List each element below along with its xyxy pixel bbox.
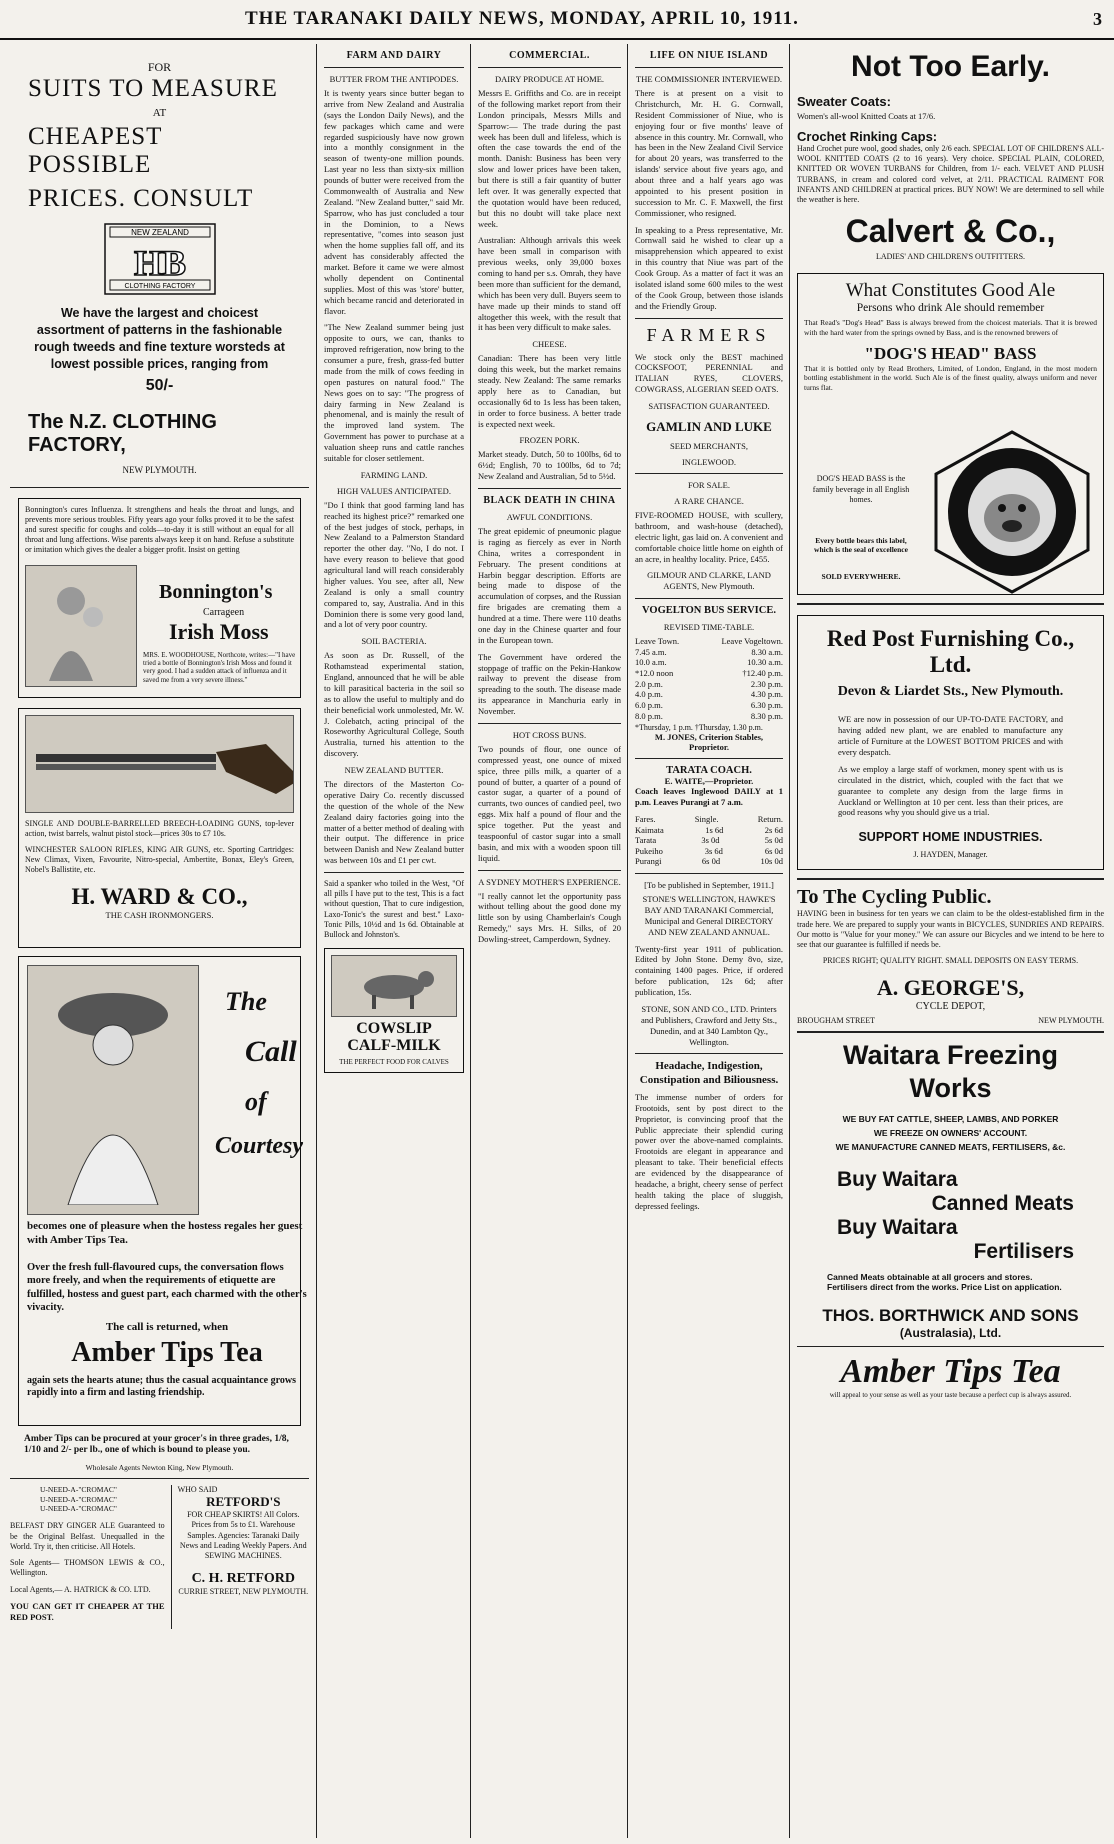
tea-p3: again sets the hearts atune; thus the casual acquaintance grows rapidly into a firm and lasting friendship.: [27, 1374, 296, 1398]
ward-sub: THE CASH IRONMONGERS.: [105, 909, 214, 920]
ale-subheading: Persons who drink Ale should remember: [856, 302, 1045, 315]
column-5: [791, 44, 1110, 1838]
niue-heading: LIFE ON NIUE ISLAND: [635, 50, 783, 68]
shotgun-illustration: [25, 715, 294, 813]
waitara-line: WE MANUFACTURE CANNED MEATS, FERTILISERS, &c.: [835, 1142, 1066, 1152]
gamlin-name: GAMLIN AND LUKE: [646, 419, 772, 434]
black-death-paragraph: The great epidemic of pneumonic plague is raging as fiercely as ever in North China, writes a correspondent in February. The present conditions at Harbin beggar description. Efforts are being made to dispose of the accumulation of corpses, and the Russian fire brigades are cremating them a hundred at a time. There were 110 deaths one day in the Chinese quarter and four in the European town.: [478, 526, 621, 645]
cromac-cheaper: YOU CAN GET IT CHEAPER AT THE RED POST.: [10, 1600, 165, 1622]
farm-paragraph: "Do I think that good farming land has reached its highest price?" remarked one of the best judges of stock, perhaps, in New Zealand to a Palmerston Standard reporter the other day. "No, I do not. I have every reason to believe that good agricultural land will reach considerably higher values. You see, after all, New Zealand is only a small country compared to, say, Australia. And in this Dominion there is some very good land, and a lot of very poor country.: [324, 499, 464, 630]
column-rule: [316, 44, 317, 1838]
tea-agents: Wholesale Agents Newton King, New Plymouth.: [85, 1463, 234, 1473]
retford-name: RETFORD'S: [206, 1494, 281, 1510]
fares-row: [635, 846, 783, 857]
divider: [797, 1346, 1104, 1347]
commercial-paragraph: Market steady. Dutch, 50 to 100lbs, 6d to 6½d; English, 70 to 100lbs, 6d to 7d; New Zealand and Australian, 5d to 5½d.: [478, 449, 621, 482]
redpost-body2: As we employ a large staff of workmen, money spent with us is circulated in the district, which, coupled with the fact that we guarantee to complete any design from the large firms in Auckland or Wellington at 10 per cent. less than their prices, are good reasons why you should give us a trial.: [838, 763, 1063, 818]
tea-brand: Amber Tips Tea: [71, 1336, 263, 1368]
borthwick-name: THOS. BORTHWICK AND SONS: [822, 1306, 1079, 1325]
ale-body2: That it is bottled only by Read Brothers, Limited, of London, England, in the most modern bottling establishment in the world. Such Ale is of the finest quality, always uniform and never turns flat.: [804, 363, 1097, 392]
amber-tips-sub: will appeal to your sense as well as your taste because a perfect cup is always assured.: [829, 1391, 1072, 1399]
bus-cell: 8.0 p.m.: [635, 710, 663, 721]
calf-illustration: [331, 955, 457, 1017]
bus-header-row: [635, 636, 783, 647]
sale-sub: A RARE CHANCE.: [674, 496, 744, 506]
george-name: A. GEORGE'S,: [876, 975, 1025, 1001]
bus-row: [635, 679, 783, 690]
bus-timetable: [635, 636, 783, 721]
ale-side: DOG'S HEAD BASS is the family beverage in all English homes.: [812, 474, 910, 505]
waitara-line: WE BUY FAT CATTLE, SHEEP, LAMBS, AND PORKER: [842, 1114, 1059, 1124]
bus-owner: M. JONES, Criterion Stables, Proprietor.: [654, 732, 764, 753]
column-rule: [789, 44, 790, 1838]
published-note: [To be published in September, 1911.]: [644, 880, 774, 890]
suits-town: NEW PLYMOUTH.: [122, 464, 197, 475]
bus-col-header: Leave Town.: [635, 636, 680, 647]
borthwick-sub: (Australasia), Ltd.: [899, 1326, 1002, 1340]
bus-cell: 10.0 a.m.: [635, 657, 667, 668]
bus-cell: 4.0 p.m.: [635, 689, 663, 700]
hostess-icon: [38, 975, 188, 1205]
bus-row: [635, 700, 783, 711]
sale-heading: FOR SALE.: [687, 480, 731, 490]
fares-cell: 10s 0d: [760, 856, 783, 867]
cromac-list: [10, 1485, 165, 1513]
farm-paragraph: It is twenty years since butter began to arrive from New Zealand and Australia (says the London Daily News), and the few packages which came and were regarded suspiciously have now grown into a monthly consignment in the season of twenty-one million pounds. Last year no less than sixty-six million pounds of butter were received from the Commonwealth of Australia and New Zealand. "New Zealand butter," said Mr. Sparrow, who has just concluded a tour in the Dominion, to a News representative, "comes into season just when the home supplies fall off, and its advent has considerably affected the market. Before it came we were almost wholly dependent on Continental supplies. Most of this was 'store' butter, which became rancid and deteriorated in flavor.: [324, 88, 464, 316]
redpost-advert: [797, 615, 1104, 870]
mother-child-icon: [31, 571, 131, 681]
suits-price: 50/-: [145, 376, 174, 394]
redpost-name: Red Post Furnishing Co., Ltd.: [826, 626, 1075, 678]
stones-title: STONE'S WELLINGTON, HAWKE'S BAY AND TARANAKI Commercial, Municipal and General DIRECTORY AND NEW ZEALAND ANNUAL.: [642, 894, 776, 937]
column-3: [472, 44, 627, 1838]
column-2: [318, 44, 470, 1838]
buy-waitara: Buy Waitara: [837, 1216, 958, 1239]
cromac-line: U-NEED-A-"CROMAC": [40, 1504, 117, 1513]
farm-paragraph: The directors of the Masterton Co-operative Dairy Co. recently discussed the question of the whole of the New Zealand dairy factories going into the matter of a better method of dealing with their output. The difference in price between Danish and New Zealand butter was between 10s and £1 per cwt.: [324, 779, 464, 866]
suits-line1: SUITS TO MEASURE: [28, 75, 278, 102]
commercial-subheading: FROZEN PORK.: [519, 435, 580, 446]
cycling-body: HAVING been in business for ten years we can claim to be the oldest-established firm in the trade here. We are prepared to supply your wants in BICYCLES, SUNDRIES AND REPAIRS. Our motto is "Value for your money." We can assure our Bicycles and we intend to be here to see that our guarantee is fulfilled if needs be.: [797, 909, 1104, 949]
moss-brand: Bonnington's: [159, 580, 273, 603]
bus-cell: 6.0 p.m.: [635, 699, 663, 710]
divider: [478, 488, 621, 489]
farm-subheading: NEW ZEALAND BUTTER.: [344, 765, 444, 775]
suits-at: AT: [152, 107, 167, 119]
tea-of: of: [245, 1086, 267, 1116]
cromac-line: U-NEED-A-"CROMAC": [40, 1485, 117, 1495]
bus-row: [635, 689, 783, 700]
hot-cross-paragraph: Two pounds of flour, one ounce of compressed yeast, one ounce of mixed spice, three pills milk, a quarter of a pound of butter, a quarter of a pound of castor sugar, a quarter of a pound of currants, two ounces of candied peel, two eggs. Mix half a pound of flour and the spice together. Put the yeast and teaspoonful of castor sugar into a small basin, and mix with a wooden spoon till liquid.: [478, 743, 621, 863]
suits-line2: CHEAPEST POSSIBLE: [28, 123, 162, 178]
cromac-ale: BELFAST DRY GINGER ALE Guaranteed to be the Original Belfast. Unequalled in the World. Try it, then criticise. All Hotels.: [10, 1521, 165, 1551]
laxo-verse: Said a spanker who toiled in the West, "Of all pills I have put to the test, This is a fact without question, That to cure indigestion, Laxo-Tonic's the surest and best." Laxo-Tonic Pills, 10½d and 1s 6d. Obtainable at Bullock and Johnston's.: [324, 879, 464, 940]
calvert-name: Calvert & Co.,: [845, 213, 1056, 250]
bus-cell: †12.40 p.m.: [742, 668, 783, 678]
commercial-paragraph: Australian: Although arrivals this week have been small in comparison with previous weeks, only 39,000 boxes coming to hand per s.s. Omrah, they have been more than sufficient for the demand, which has been very dull. Buyers seem to have made up their minds to stand off altogether this week, with the result that it has been very difficult to make sales.: [478, 235, 621, 333]
tea-p1: Over the fresh full-flavoured cups, the conversation flows more freely, and when the requirements of etiquette are fulfilled, hostess and guest part, each charmed with the other's vivacity.: [27, 1261, 307, 1314]
bus-col-header: Leave Vogeltown.: [721, 636, 783, 647]
divider: [478, 723, 621, 724]
moss-sub: Carrageen: [203, 606, 245, 618]
bus-cell: 10.30 a.m.: [747, 657, 783, 668]
divider: [635, 758, 783, 759]
fares-row: [635, 835, 783, 846]
suits-advert: [10, 46, 309, 481]
cromac-local: Local Agents,— A. HATRICK & CO. LTD.: [10, 1584, 151, 1594]
redpost-sub: Devon & Liardet Sts., New Plymouth.: [837, 684, 1064, 700]
george-town: NEW PLYMOUTH.: [1038, 1016, 1104, 1026]
bus-sub: REVISED TIME-TABLE.: [663, 622, 755, 633]
buy-waitara: Buy Waitara: [837, 1168, 958, 1191]
headache-heading: Headache, Indigestion, Constipation and Biliousness.: [639, 1060, 779, 1087]
cromac-line: U-NEED-A-"CROMAC": [40, 1494, 117, 1504]
divider: [635, 598, 783, 599]
farm-subheading: FARMING LAND.: [360, 469, 428, 480]
suits-body: We have the largest and choicest assortment of patterns in the fashionable rough tweeds and fine texture worsteds at lowest possible prices, ranging from: [34, 306, 285, 371]
divider: [635, 1053, 783, 1054]
moss-body: Bonnington's cures Influenza. It strengthens and heals the throat and lungs, and prevents more serious troubles. Fifty years ago your folks proved it to be the safest and surest specific for coughs and colds—to-day it is still without an equal for all throat and lung affections. Wise parents always keep it on hand. Refuse a substitute or imitation which gives the dealer a bigger profit. Insist on getting: [25, 504, 294, 555]
hb-logo: [104, 223, 216, 295]
ward-rifles: WINCHESTER SALOON RIFLES, KING AIR GUNS, etc. Sporting Cartridges: New Climax, Vixen, Favourite, Nitro-special, Ambertite, Bonax, Eley's Green, Nobel's Ballistite, etc.: [25, 844, 294, 875]
column-1: [4, 44, 315, 1838]
commercial-subheading: DAIRY PRODUCE AT HOME.: [494, 74, 605, 84]
ale-sold: SOLD EVERYWHERE.: [821, 572, 901, 582]
bus-note: *Thursday, 1 p.m. †Thursday, 1.30 p.m.: [635, 723, 763, 733]
stones-firm: STONE, SON AND CO., LTD. Printers and Publishers, Crawford and Jetty Sts., Dunedin, and at 340 Lambton Qy., Wellington.: [641, 1003, 777, 1047]
retford-said: WHO SAID: [177, 1485, 218, 1495]
fares-cell: Tarata: [635, 835, 657, 846]
tea-call: Call: [245, 1034, 297, 1068]
suits-for: FOR: [147, 60, 172, 74]
ward-guns: SINGLE AND DOUBLE-BARRELLED BREECH-LOADING GUNS, top-lever action, twist barrels, walnut pistol stock—prices 30s to £7 10s.: [25, 818, 294, 838]
tea-p2: The call is returned, when: [105, 1320, 229, 1333]
bus-cell: *12.0 noon: [635, 668, 674, 678]
redpost-body: WE are now in possession of our UP-TO-DATE FACTORY, and having added new plant, we are enabled to manufacture any article of Furniture at the LOWEST BOTTOM PRICES and with every despatch.: [838, 714, 1063, 758]
calf-icon: [344, 961, 444, 1011]
moss-name: Irish Moss: [169, 618, 269, 644]
black-death-subheading: AWFUL CONDITIONS.: [506, 512, 593, 522]
black-death-paragraph: The Government have ordered the stoppage of traffic on the Pekin-Hankow railway to prevent the disease from spreading to the south. The disease made its appearance in Manchuria early in November.: [478, 651, 621, 716]
ward-advert: [18, 708, 301, 948]
fares-cell: 6s 0d: [764, 845, 783, 856]
sydney-heading: A SYDNEY MOTHER'S EXPERIENCE.: [478, 876, 621, 887]
bus-cell: 7.45 a.m.: [635, 646, 667, 657]
svg-text:CLOTHING FACTORY: CLOTHING FACTORY: [124, 283, 195, 290]
suits-firm: The N.Z. CLOTHING FACTORY,: [28, 410, 217, 456]
retford-advert: [171, 1485, 309, 1628]
fares-header-row: [635, 814, 783, 825]
fares-col-header: Fares.: [635, 813, 656, 824]
waitara-note: Canned Meats obtainable at all grocers and stores. Fertilisers direct from the works. Price List on application.: [827, 1272, 1062, 1292]
cowslip-advert: [324, 948, 464, 1073]
commercial-paragraph: Messrs E. Griffiths and Co. are in receipt of the following market report from their London principals, Messrs Mills and Sparrow:— The trade during the past week has been dull and lifeless, which is often the case towards the end of the month. Danish: Business has been very slow and lower prices have been taken, but there is still a fair quantity of butter left over. It was generally expected that the quotation would have been reduced, but this no doubt will take place next week.: [478, 88, 621, 229]
fares-cell: 3s 0d: [701, 835, 720, 846]
column-rule: [627, 44, 628, 1838]
bus-row: [635, 657, 783, 668]
sale-firm: GILMOUR AND CLARKE, LAND AGENTS, New Plymouth.: [647, 570, 771, 592]
bus-row: [635, 711, 783, 722]
calvert-sub: LADIES' AND CHILDREN'S OUTFITTERS.: [875, 252, 1026, 262]
ward-firm: H. WARD & CO.,: [71, 883, 248, 909]
sweater-body: Women's all-wool Knitted Coats at 17/6.: [797, 111, 936, 121]
farmers-satisfaction: SATISFACTION GUARANTEED.: [648, 401, 770, 411]
retford-addr: CURRIE STREET, NEW PLYMOUTH.: [178, 1587, 309, 1597]
cowslip-title: COWSLIP CALF-MILK: [347, 1020, 441, 1055]
divider: [635, 318, 783, 319]
fares-cell: Pukeiho: [635, 845, 663, 856]
fares-row: [635, 825, 783, 836]
svg-text:NEW ZEALAND: NEW ZEALAND: [130, 228, 189, 237]
amber-tips-advert: [18, 956, 307, 1426]
bottom-adverts-row: [10, 1485, 309, 1628]
page-number: 3: [1093, 8, 1102, 29]
cromac-agents: Sole Agents— THOMSON LEWIS & CO., Wellington.: [10, 1558, 165, 1578]
farm-subheading: SOIL BACTERIA.: [361, 636, 427, 647]
irish-moss-advert: [18, 498, 301, 698]
shotgun-icon: [26, 724, 293, 804]
bus-heading: VOGELTON BUS SERVICE.: [642, 605, 776, 617]
fares-col-header: Single.: [694, 813, 719, 824]
fares-cell: Purangi: [635, 856, 662, 867]
crochet-body: Hand Crochet pure wool, good shades, only 2/6 each. SPECIAL LOT OF CHILDREN'S ALL-WOOL KNITTED COATS (2 to 16 years). Very choice. SPECIAL PLAIN, COLORED, KNITTED OR WOVEN TURBANS for Children, from 1/- each. VELVET AND PLUSH TURBANS, in cream and colored cord velvet, at 2/11. PRACTICAL RAIMENT FOR INFANTS AND CHILDREN at practical prices. BUY NOW! We are determined to sell while the weather is here.: [797, 144, 1104, 205]
george-sub: CYCLE DEPOT,: [915, 1001, 986, 1013]
masthead: [0, 0, 1114, 40]
coach-heading: TARATA COACH.: [666, 765, 752, 777]
waitara-line: WE FREEZE ON OWNERS' ACCOUNT.: [873, 1128, 1028, 1138]
farm-subheading: HIGH VALUES ANTICIPATED.: [337, 485, 451, 496]
dogs-head-seal: [930, 430, 1094, 599]
bass-advert: [797, 273, 1104, 595]
commercial-heading: COMMERCIAL.: [478, 50, 621, 68]
bus-cell: 8.30 a.m.: [751, 646, 783, 657]
waitara-heading: Waitara Freezing Works: [842, 1040, 1059, 1103]
bus-row: [635, 647, 783, 658]
farmers-body: We stock only the BEST machined COCKSFOOT, PERENNIAL and ITALIAN RYES, CLOVERS, COWGRASS, ALGERIAN SEED OATS.: [635, 351, 783, 395]
ale-label: Every bottle bears this label, which is the seal of excellence: [814, 536, 908, 555]
fares-cell: 1s 6d: [705, 824, 724, 835]
farm-subheading: BUTTER FROM THE ANTIPODES.: [329, 74, 459, 84]
mother-child-illustration: [25, 565, 137, 687]
cromac-advert: [10, 1485, 165, 1628]
bulldog-seal-icon: [930, 430, 1094, 594]
fares-table: [635, 814, 783, 867]
commercial-paragraph: Canadian: There has been very little doing this week, but the market remains steady. New Zealand: The same remarks apply here as to Canadian, but occasionally 6d to 1s less has been taken, in order to force business. A better trade is expected next week.: [478, 353, 621, 429]
gamlin-sub: SEED MERCHANTS,: [670, 441, 748, 451]
hostess-illustration: [27, 965, 199, 1215]
masthead-title: THE TARANAKI DAILY NEWS, MONDAY, APRIL 10, 1911.: [245, 8, 799, 29]
george-street: BROUGHAM STREET: [797, 1016, 876, 1026]
ale-heading: What Constitutes Good Ale: [845, 280, 1056, 302]
headache-body: The immense number of orders for Frootoids, sent by post direct to the Proprietor, is convincing proof that the Public appreciate their splendid curing power over the above-named complaints. Frootoids are elegant in appearance and pleasant to take. Their beneficial effects are evidenced by the disappearance of headache, a bright, cheery sense of perfect health taking the place of sluggish, depressed feelings.: [635, 1091, 783, 1211]
coach-owner: E. WAITE,—Proprietor.: [664, 776, 754, 787]
column-4: [629, 44, 789, 1838]
divider: [797, 1031, 1104, 1033]
tea-the: The: [225, 986, 267, 1016]
retford-body: FOR CHEAP SKIRTS! All Colors. Prices from 5s to £1. Warehouse Samples. Agencies: Taranaki Daily News and Leading Weekly Papers. And SEWING MACHINES.: [179, 1510, 307, 1561]
fares-cell: 2s 6d: [764, 824, 783, 835]
column-rule: [470, 44, 471, 1838]
bus-cell: 4.30 p.m.: [750, 689, 783, 700]
fares-cell: Kaimata: [635, 824, 664, 835]
farmers-heading: FARMERS: [646, 324, 772, 345]
divider: [324, 872, 464, 873]
moss-testimonial: MRS. E. WOODHOUSE, Northcote, writes:—"I have tried a bottle of Bonnington's Irish Moss and found it very good. I had a sudden attack of influenza and it saved me from a very severe illness.": [143, 650, 296, 684]
divider: [635, 873, 783, 874]
farm-heading: FARM AND DAIRY: [324, 50, 464, 68]
divider: [10, 487, 309, 488]
fares-row: [635, 856, 783, 867]
bus-cell: 2.30 p.m.: [750, 678, 783, 689]
amber-tips-banner: Amber Tips Tea: [840, 1353, 1061, 1390]
coach-body: Coach leaves Inglewood DAILY at 1 p.m. Leaves Purangi at 7 a.m.: [635, 786, 783, 807]
fares-cell: 3s 6d: [704, 845, 723, 856]
niue-subheading: THE COMMISSIONER INTERVIEWED.: [636, 74, 782, 84]
black-death-heading: BLACK DEATH IN CHINA: [483, 495, 616, 506]
bus-row: [635, 668, 783, 679]
svg-text:HB: HB: [133, 243, 186, 283]
ale-brand: "DOG'S HEAD" BASS: [864, 343, 1037, 363]
farm-paragraph: As soon as Dr. Russell, of the Rothamstead experimental station, England, announced that he will be able to kill parasitical bacteria in the soil so as to allow the useful to multiply and do their beneficial work unmolested, Mr. W. J. Colebatch, acting principal of the Roseworthy Agricultural College, South Australia, turned his attention to the discovery.: [324, 650, 464, 759]
cowslip-sub: THE PERFECT FOOD FOR CALVES: [339, 1058, 449, 1066]
redpost-manager: J. HAYDEN, Manager.: [913, 850, 988, 860]
sydney-paragraph: "I really cannot let the opportunity pass without telling about the good done my little son by using Chamberlain's Cough Remedy," says Mrs. H. Silks, of 20 Dowling-street, Camperdown, Sydney.: [478, 890, 621, 944]
divider: [10, 1478, 309, 1479]
tea-tag: becomes one of pleasure when the hostess regales her guest with Amber Tips Tea.: [27, 1219, 303, 1246]
stones-body: Twenty-first year 1911 of publication. Edited by John Stone. Demy 8vo, size, containing 1400 pages. Price, if ordered before publication, 12s 6d; after publication, 15s.: [635, 943, 783, 997]
divider: [635, 473, 783, 474]
cycling-terms: PRICES RIGHT; QUALITY RIGHT. SMALL DEPOSITS ON EASY TERMS.: [822, 956, 1079, 966]
hb-logo-graphic: [104, 223, 216, 295]
buy-waitara-item: Canned Meats: [931, 1192, 1074, 1215]
sale-body: FIVE-ROOMED HOUSE, with scullery, bathroom, and wash-house (detached), electric light, gas laid on. A convenient and comfortable choice little home on eighth of an acre, in healthy locality. Price, £455.: [635, 510, 783, 564]
cycling-heading: To The Cycling Public.: [797, 886, 992, 909]
gamlin-town: INGLEWOOD.: [681, 457, 737, 467]
bus-cell: 6.30 p.m.: [750, 699, 783, 710]
tea-p4: Amber Tips can be procured at your grocer's in three grades, 1/8, 1/10 and 2/- per lb., one of which is bound to please you.: [24, 1433, 289, 1456]
george-address: [797, 1016, 1104, 1025]
buy-waitara-item: Fertilisers: [973, 1240, 1074, 1263]
fares-cell: 6s 0d: [701, 856, 721, 867]
hot-cross-heading: HOT CROSS BUNS.: [512, 729, 587, 740]
redpost-support: SUPPORT HOME INDUSTRIES.: [858, 830, 1043, 845]
ale-body: That Read's "Dog's Head" Bass is always brewed from the choicest materials. That it is brewed with the hard water from the springs owned by Bass, and is the renowned brewers of: [804, 318, 1097, 337]
tea-courtesy: Courtesy: [215, 1132, 304, 1159]
niue-paragraph: In speaking to a Press representative, Mr. Cornwall said he wished to clear up a misapprehension which appeared to exist in this country that Niue was part of the Cook Group. As a matter of fact it was an isolated island some 600 miles to the west of the Cook Group, between those islands and the Friendly Group.: [635, 224, 783, 311]
suits-line3: PRICES. CONSULT: [28, 185, 254, 212]
fares-cell: 5s 0d: [764, 835, 783, 846]
divider: [478, 870, 621, 871]
bus-cell: 2.0 p.m.: [635, 678, 663, 689]
fares-col-header: Return.: [757, 813, 783, 824]
farm-paragraph: "The New Zealand summer being just opposite to ours, we can, thanks to improved refrigeration, now bring to the consumer a pure, fresh, grass-fed butter made from the milk of cows feeding in open pastures on natural food." The News goes on to say: "The progress of dairy farming in New Zealand is phenomenal, and is mainly the result of the improved land system. The Government has power to purchase at a valuation sheep runs and cattle ranches suitable for closer settlement.: [324, 322, 464, 463]
niue-paragraph: There is at present on a visit to Christchurch, Mr. H. G. Cornwall, Resident Commissioner of Niue, who is enjoying four or five months' leave of absence in this country. Mr. Cornwall, who has been in the New Zealand Civil Service for about 20 years, was transferred to the islands' service about five years ago, and about three and a half years ago was appointed to his present position in succession to Mr. C. F. Maxwell, the first Commissioner, who resigned.: [635, 88, 783, 218]
commercial-subheading: CHEESE.: [532, 339, 567, 350]
sweater-heading: Sweater Coats:: [797, 94, 891, 109]
crochet-heading: Crochet Rinking Caps:: [797, 129, 938, 144]
retford-firm: C. H. RETFORD: [191, 1571, 296, 1587]
divider: [797, 603, 1104, 605]
bus-cell: 8.30 p.m.: [750, 710, 783, 721]
divider: [797, 878, 1104, 880]
early-heading: Not Too Early.: [851, 50, 1050, 83]
